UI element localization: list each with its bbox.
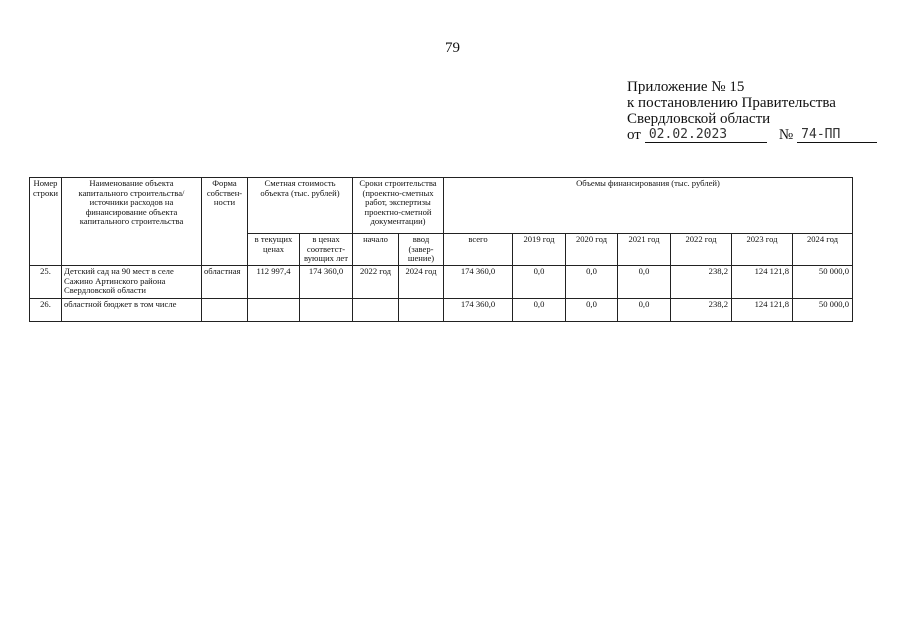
annex-title: Приложение № 15 (627, 79, 745, 95)
cell-2023: 124 121,8 (732, 266, 793, 299)
cell-2020: 0,0 (566, 299, 618, 322)
annex-line-3: Свердловской области (627, 111, 771, 127)
financing-table (29, 177, 853, 322)
header-2024: 2024 год (793, 234, 853, 266)
header-construction-terms: Сроки строительства (проектно-сметных работ, экспертизы проектно-сметной документации) (353, 178, 444, 234)
header-2020: 2020 год (566, 234, 618, 266)
table-row (30, 299, 853, 322)
from-label: от (627, 127, 641, 143)
decree-number: 74-ПП (797, 128, 877, 143)
cell-2022: 238,2 (671, 266, 732, 299)
cell-name: областной бюджет в том числе (62, 299, 202, 322)
annex-block (627, 79, 877, 143)
table-row (30, 266, 853, 299)
header-row-number: Номер строки (30, 178, 62, 266)
header-2022: 2022 год (671, 234, 732, 266)
annex-signature-line (627, 127, 877, 143)
cell-cost-current (248, 299, 300, 322)
header-start: начало (353, 234, 399, 266)
cell-2022: 238,2 (671, 299, 732, 322)
cell-start: 2022 год (353, 266, 399, 299)
cell-cost-current: 112 997,4 (248, 266, 300, 299)
cell-ownership (202, 299, 248, 322)
header-estimated-cost: Сметная стоимость объекта (тыс. рублей) (248, 178, 353, 234)
cell-2019: 0,0 (513, 299, 566, 322)
cell-cost-years: 174 360,0 (300, 266, 353, 299)
cell-2021: 0,0 (618, 266, 671, 299)
cell-2024: 50 000,0 (793, 299, 853, 322)
cell-completion: 2024 год (399, 266, 444, 299)
decree-date: 02.02.2023 (645, 128, 767, 143)
cell-total: 174 360,0 (444, 299, 513, 322)
cell-cost-years (300, 299, 353, 322)
cell-start (353, 299, 399, 322)
header-2021: 2021 год (618, 234, 671, 266)
cell-2021: 0,0 (618, 299, 671, 322)
header-object-name: Наименование объекта капитального строительства/ источники расходов на финансирование объекта капитального строительства (62, 178, 202, 266)
number-label: № (778, 127, 794, 143)
header-funding: Объемы финансирования (тыс. рублей) (444, 178, 853, 234)
cell-num: 25. (30, 266, 62, 299)
cell-2019: 0,0 (513, 266, 566, 299)
cell-num: 26. (30, 299, 62, 322)
header-row-1 (30, 178, 853, 234)
header-2019: 2019 год (513, 234, 566, 266)
cell-total: 174 360,0 (444, 266, 513, 299)
header-cost-years: в ценах соответст-вующих лет (300, 234, 353, 266)
cell-2020: 0,0 (566, 266, 618, 299)
cell-2023: 124 121,8 (732, 299, 793, 322)
header-ownership: Форма собствен-ности (202, 178, 248, 266)
cell-completion (399, 299, 444, 322)
header-total: всего (444, 234, 513, 266)
annex-line-2: к постановлению Правительства (627, 95, 836, 111)
header-completion: ввод (завер-шение) (399, 234, 444, 266)
header-cost-current: в текущих ценах (248, 234, 300, 266)
page-number: 79 (445, 40, 460, 56)
cell-name: Детский сад на 90 мест в селе Сажино Артинского района Свердловской области (62, 266, 202, 299)
cell-ownership: областная (202, 266, 248, 299)
cell-2024: 50 000,0 (793, 266, 853, 299)
header-2023: 2023 год (732, 234, 793, 266)
